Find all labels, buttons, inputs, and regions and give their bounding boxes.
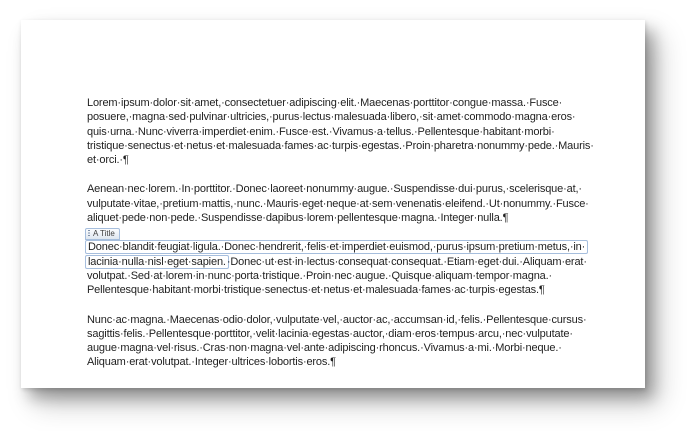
text-run: Aliquam·erat·volutpat.·Integer·ultrices·lobortis·eros.¶ — [87, 356, 336, 369]
text-run: sagittis·felis.·Pellentesque·porttitor,·velit·lacinia·egestas·auctor,·diam·eros·tempus·arcu,·nec·vulputate· — [87, 327, 573, 340]
text-line — [87, 110, 603, 124]
content-control-paragraph[interactable] — [87, 228, 603, 297]
content-control-title-label: A Title — [93, 228, 115, 238]
paragraph[interactable] — [87, 96, 603, 167]
paragraph[interactable] — [87, 182, 603, 225]
text-run: quis·urna.·Nunc·viverra·imperdiet·enim.·Fusce·est.·Vivamus·a·tellus.·Pellentesque·habitant·morbi· — [87, 125, 555, 138]
text-run: ·Donec·ut·est·in·lectus·consequat·consequat.·Etiam·eget·dui.·Aliquam·erat· — [226, 255, 587, 268]
text-line — [87, 283, 603, 297]
text-line — [87, 153, 603, 167]
content-control-boxed-text: Donec·blandit·feugiat·ligula.·Donec·hendrerit,·felis·et·imperdiet·euismod,·purus·ipsum·pretium·metus,·in· — [85, 240, 588, 254]
text-line — [87, 197, 603, 211]
text-line — [87, 355, 603, 369]
text-run: tristique·senectus·et·netus·et·malesuada·fames·ac·turpis·egestas.·Proin·pharetra·nonummy·pede.·Mauris· — [87, 139, 594, 152]
text-run: Lorem·ipsum·dolor·sit·amet,·consectetuer·adipiscing·elit.·Maecenas·porttitor·congue·massa.·Fusce· — [87, 97, 563, 109]
text-run: posuere,·magna·sed·pulvinar·ultricies,·purus·lectus·malesuada·libero,·sit·amet·commodo·magna·eros· — [87, 111, 576, 124]
text-run: aliquet·pede·non·pede.·Suspendisse·dapibus·lorem·pellentesque·magna.·Integer·nulla.¶ — [87, 212, 509, 225]
document-page[interactable] — [21, 20, 645, 388]
text-line — [87, 240, 603, 254]
content-control-tab[interactable] — [85, 228, 120, 240]
text-run: Pellentesque·habitant·morbi·tristique·senectus·et·netus·et·malesuada·fames·ac·turpis·egestas.¶ — [87, 284, 545, 297]
drag-handle-icon — [88, 230, 90, 238]
text-run: volutpat.·Sed·at·lorem·in·nunc·porta·tristique.·Proin·nec·augue.·Quisque·aliquam·tempor·magna.· — [87, 269, 553, 282]
text-run: augue·magna·vel·risus.·Cras·non·magna·vel·ante·adipiscing·rhoncus.·Vivamus·a·mi.·Morbi·neque.· — [87, 342, 562, 355]
document-text[interactable] — [87, 96, 603, 385]
text-line — [87, 313, 603, 327]
text-line — [87, 139, 603, 153]
paragraph[interactable] — [87, 313, 603, 370]
text-line — [87, 96, 603, 110]
text-line — [87, 341, 603, 355]
text-line — [87, 125, 603, 139]
text-run: Aenean·nec·lorem.·In·porttitor.·Donec·laoreet·nonummy·augue.·Suspendisse·dui·purus,·scelerisque·at,· — [87, 183, 582, 196]
text-run: vulputate·vitae,·pretium·mattis,·nunc.·Mauris·eget·neque·at·sem·venenatis·eleifend.·Ut·nonummy.·Fusce· — [87, 197, 589, 210]
text-line — [87, 255, 603, 269]
content-control-boxed-text: lacinia·nulla·nisl·eget·sapien. — [85, 255, 229, 269]
text-run: Nunc·ac·magna.·Maecenas·odio·dolor,·vulputate·vel,·auctor·ac,·accumsan·id,·felis.·Pellentesque·cursus· — [87, 313, 587, 326]
text-line — [87, 182, 603, 196]
text-line — [87, 211, 603, 225]
text-run: et·orci.·¶ — [87, 154, 129, 167]
text-line — [87, 269, 603, 283]
text-line — [87, 327, 603, 341]
